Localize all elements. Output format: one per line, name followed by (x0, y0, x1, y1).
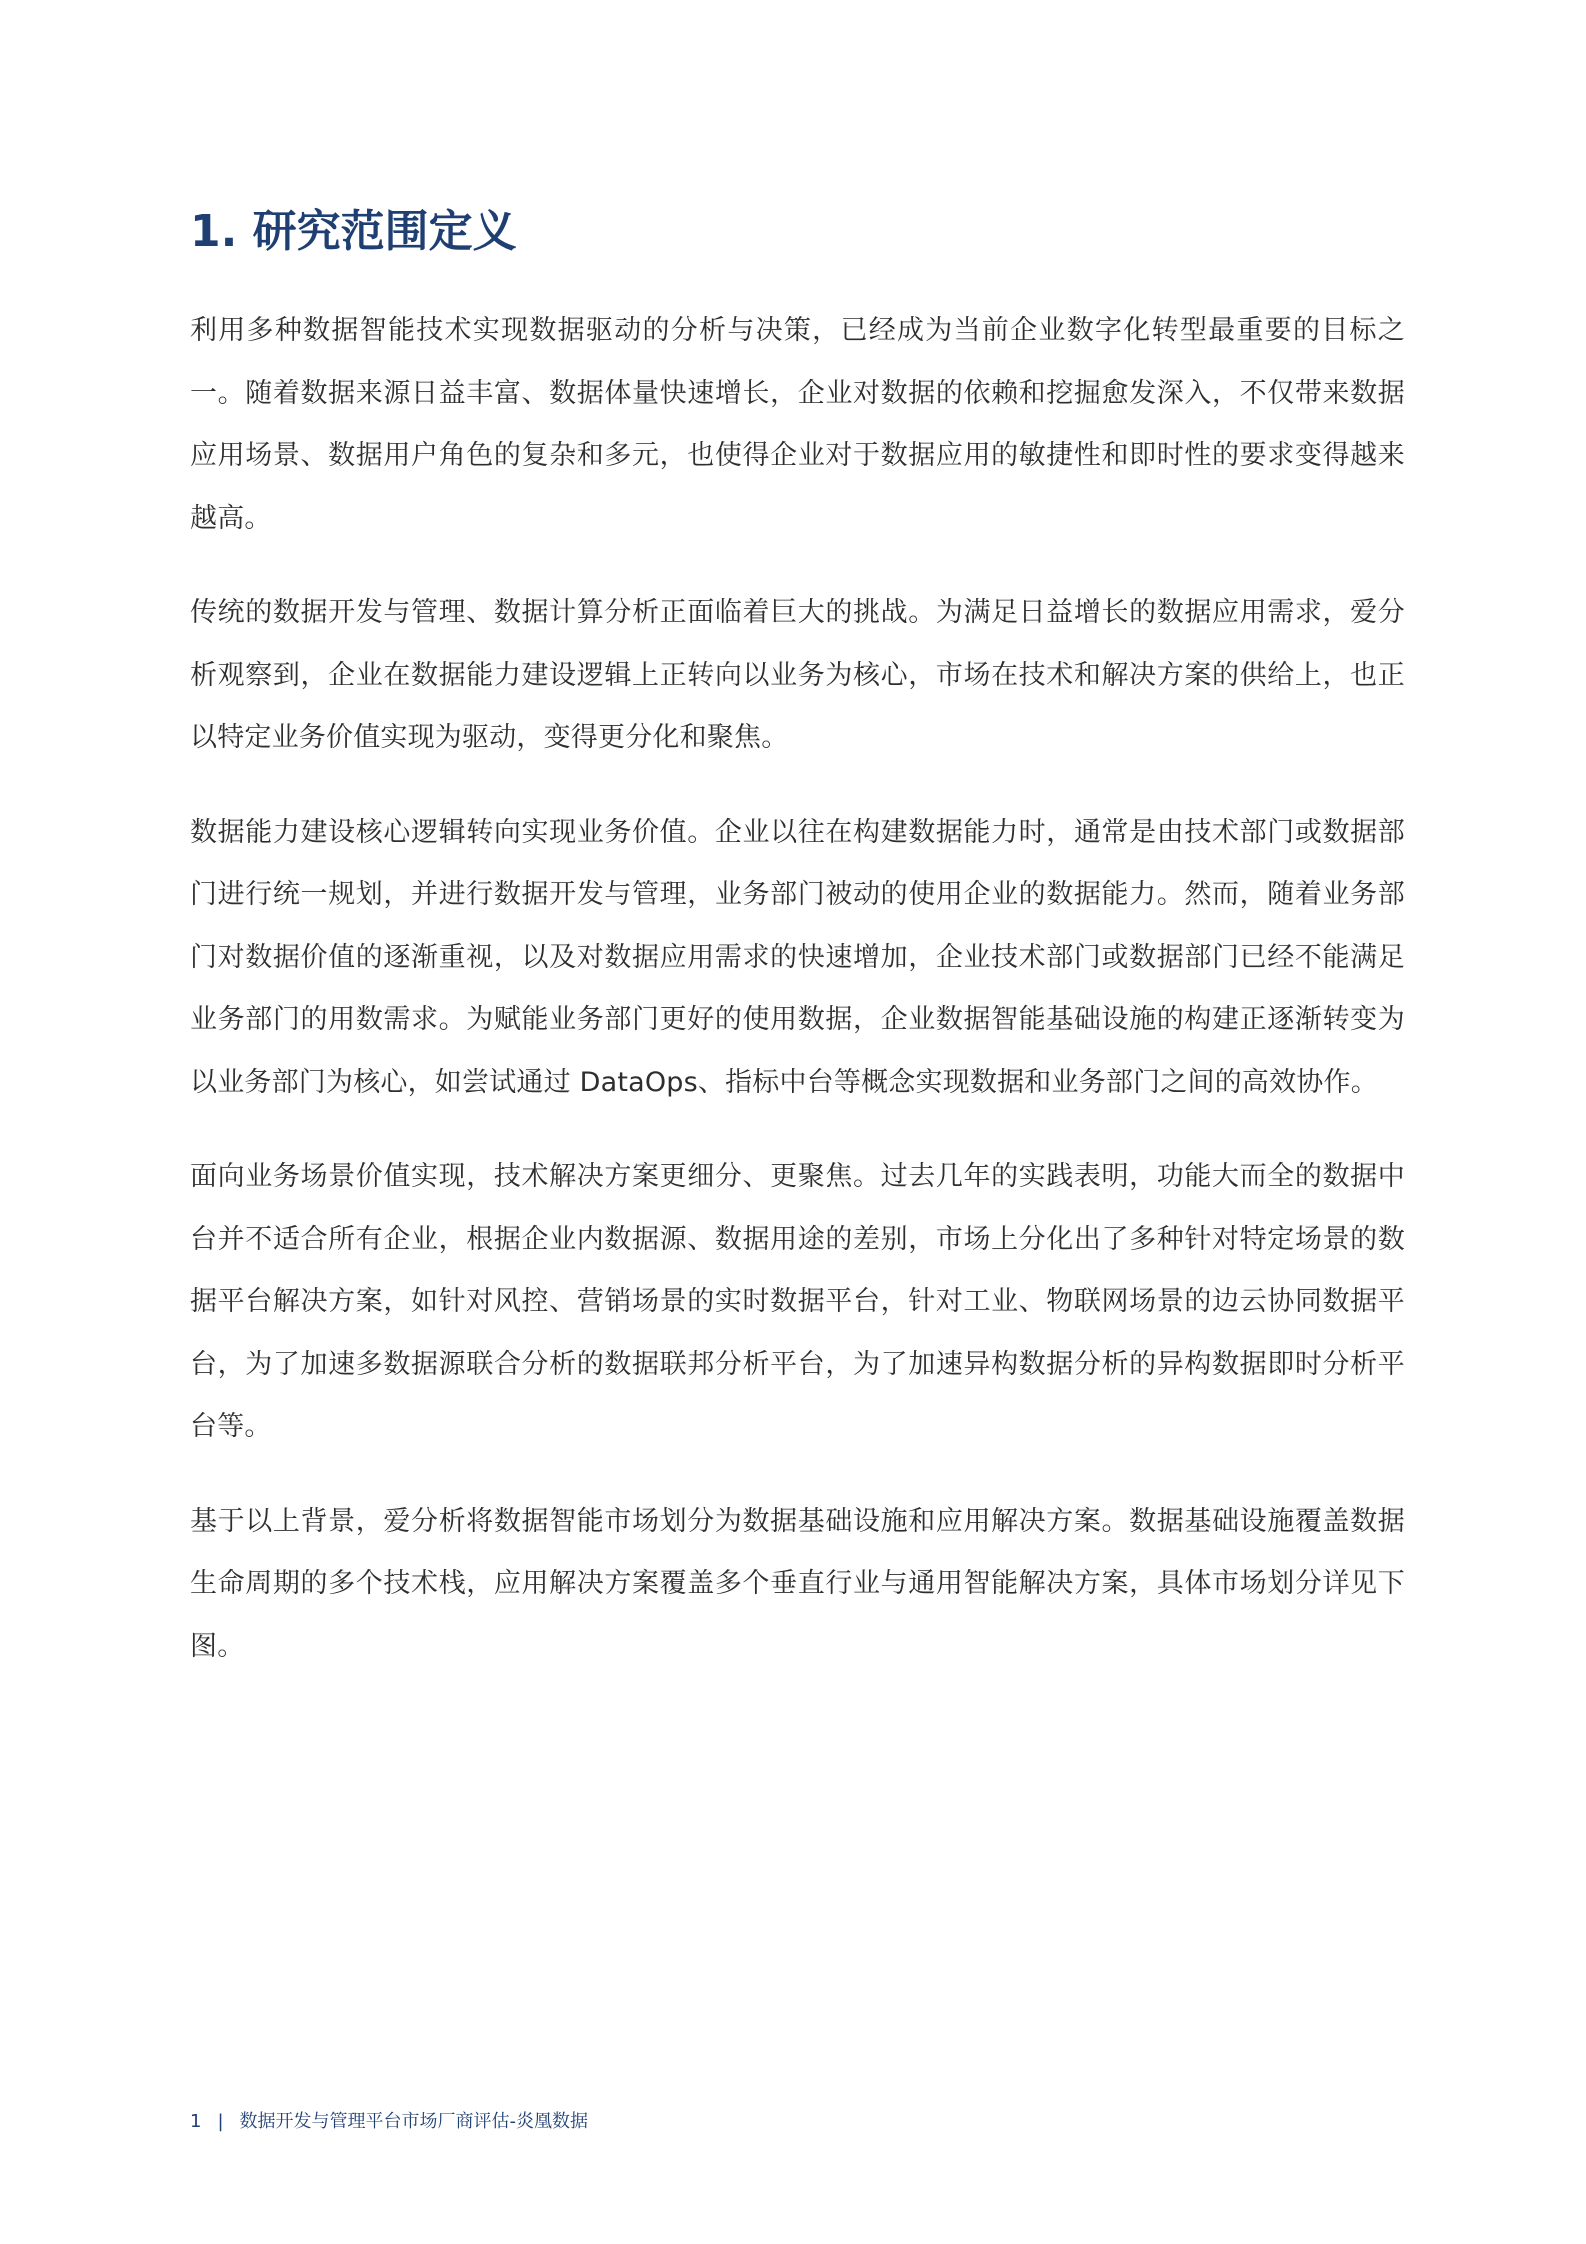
footer-doc-title: 数据开发与管理平台市场厂商评估-炎凰数据 (239, 2111, 589, 2132)
paragraph: 数据能力建设核心逻辑转向实现业务价值。企业以往在构建数据能力时，通常是由技术部门或数据部门进行统一规划，并进行数据开发与管理，业务部门被动的使用企业的数据能力。然而，随着业务部门对数据价值的逐渐重视，以及对数据应用需求的快速增加，企业技术部门或数据部门已经不能满足业务部门的用数需求。为赋能业务部门更好的使用数据，企业数据智能基础设施的构建正逐渐转变为以业务部门为核心，如尝试通过 DataOps、指标中台等概念实现数据和业务部门之间的高效协作。 (190, 816, 1405, 1098)
section-title: 1. 研究范围定义 (190, 206, 517, 257)
paragraph: 利用多种数据智能技术实现数据驱动的分析与决策，已经成为当前企业数字化转型最重要的目标之一。随着数据来源日益丰富、数据体量快速增长，企业对数据的依赖和挖掘愈发深入，不仅带来数据应用场景、数据用户角色的复杂和多元，也使得企业对于数据应用的敏捷性和即时性的要求变得越来越高。 (190, 315, 1405, 534)
page-number: 1 (190, 2111, 202, 2132)
footer-separator: | (217, 2111, 224, 2132)
body-text (190, 300, 1405, 1710)
paragraph: 基于以上背景，爱分析将数据智能市场划分为数据基础设施和应用解决方案。数据基础设施覆盖数据生命周期的多个技术栈，应用解决方案覆盖多个垂直行业与通用智能解决方案，具体市场划分详见下图。 (190, 1505, 1405, 1662)
page-footer (190, 2110, 588, 2134)
paragraph: 面向业务场景价值实现，技术解决方案更细分、更聚焦。过去几年的实践表明，功能大而全的数据中台并不适合所有企业，根据企业内数据源、数据用途的差别，市场上分化出了多种针对特定场景的数据平台解决方案，如针对风控、营销场景的实时数据平台，针对工业、物联网场景的边云协同数据平台，为了加速多数据源联合分析的数据联邦分析平台，为了加速异构数据分析的异构数据即时分析平台等。 (190, 1161, 1405, 1442)
paragraph: 传统的数据开发与管理、数据计算分析正面临着巨大的挑战。为满足日益增长的数据应用需求，爱分析观察到，企业在数据能力建设逻辑上正转向以业务为核心，市场在技术和解决方案的供给上，也正以特定业务价值实现为驱动，变得更分化和聚焦。 (190, 597, 1405, 753)
